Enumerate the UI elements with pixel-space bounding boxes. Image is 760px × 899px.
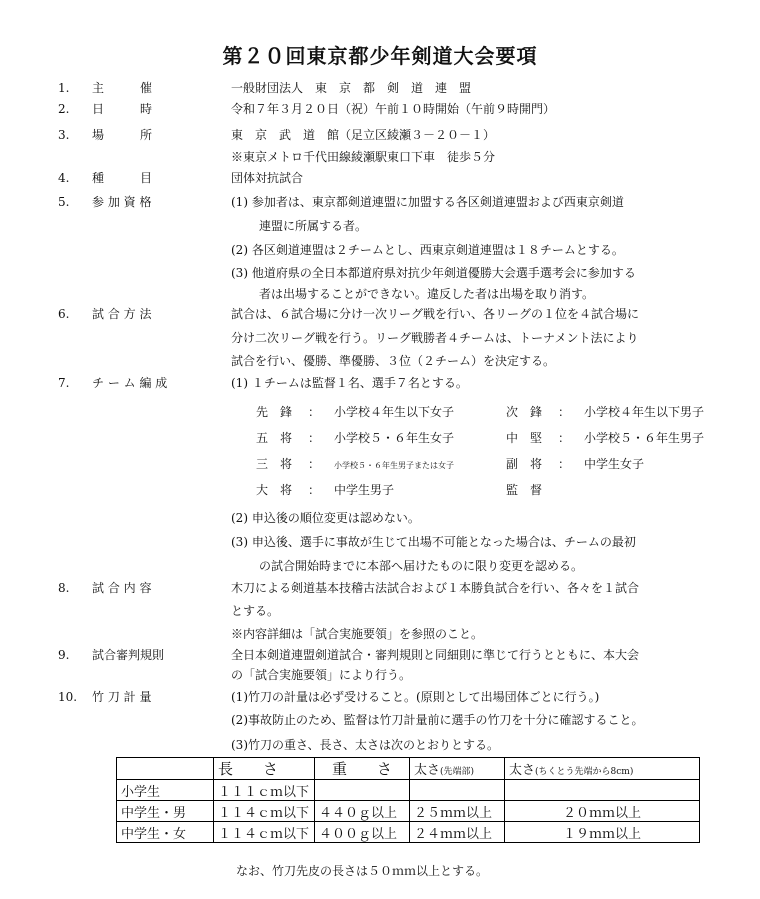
organizer-text: 一般財団法人 東 京 都 剣 道 連 盟	[231, 81, 472, 95]
table-header-cell: 太さ(ちくとう先端から8cm)	[505, 758, 700, 780]
shinai-line: (3)竹刀の重さ、長さ、太さは次のとおりとする。	[231, 738, 500, 752]
table-cell: １１４ｃｍ以下	[214, 822, 315, 843]
section-label-datetime: 2. 日 時	[58, 102, 153, 116]
table-cell: 中学生・女	[117, 822, 214, 843]
table-footnote: なお、竹刀先皮の長さは５０ｍｍ以上とする。	[236, 864, 489, 878]
shinai-spec-table	[116, 757, 700, 843]
eligibility-line: (2) 各区剣道連盟は２チームとし、西東京剣道連盟は１８チームとする。	[231, 243, 624, 257]
shinai-line: (1)竹刀の計量は必ず受けること。(原則として出場団体ごとに行う。)	[231, 690, 600, 704]
venue-text: 東 京 武 道 館（足立区綾瀬３－２０－１）	[231, 128, 496, 142]
table-cell: １９ｍｍ以上	[505, 822, 700, 843]
table-header-cell: 長 さ	[214, 758, 315, 780]
team-position: 監 督	[506, 483, 543, 497]
table-header-cell	[117, 758, 214, 780]
section-label-event: 4. 種 目	[58, 171, 153, 185]
team-note-2: (2) 申込後の順位変更は認めない。	[231, 511, 420, 525]
table-row	[117, 822, 700, 843]
rules-line: の「試合実施要領」により行う。	[231, 668, 412, 682]
method-line: 試合は、６試合場に分け一次リーグ戦を行い、各リーグの１位を４試合場に	[231, 307, 640, 321]
team-position: 中 堅 ： 小学校５・６年生男子	[506, 431, 705, 445]
section-label-method: 6. 試 合 方 法	[58, 307, 152, 321]
content-line: ※内容詳細は「試合実施要領」を参照のこと。	[231, 627, 484, 641]
section-label-venue: 3. 場 所	[58, 128, 153, 142]
team-position: 大 将 ： 中学生男子	[256, 483, 395, 497]
method-line: 試合を行い、優勝、準優勝、３位（２チーム）を決定する。	[231, 354, 556, 368]
team-position: 先 鋒 ： 小学校４年生以下女子	[256, 405, 455, 419]
rules-line: 全日本剣道連盟剣道試合・審判規則と同細則に準じて行うとともに、本大会	[231, 648, 640, 662]
table-cell: １１１ｃｍ以下	[214, 780, 315, 801]
page-title: 第２０回東京都少年剣道大会要項	[222, 44, 538, 68]
table-header-row	[117, 758, 700, 780]
eligibility-line: 連盟に所属する者。	[259, 219, 368, 233]
table-cell: 小学生	[117, 780, 214, 801]
eligibility-line: (1) 参加者は、東京都剣道連盟に加盟する各区剣道連盟および西東京剣道	[231, 195, 624, 209]
table-cell	[505, 780, 700, 801]
team-note-3-cont: の試合開始時までに本部へ届けたものに限り変更を認める。	[259, 559, 584, 573]
table-cell: ２４ｍｍ以上	[410, 822, 505, 843]
content-line: 木刀による剣道基本技稽古法試合および１本勝負試合を行い、各々を１試合	[231, 581, 640, 595]
table-row	[117, 801, 700, 822]
section-label-team: 7. チ ー ム 編 成	[58, 376, 168, 390]
team-position: 次 鋒 ： 小学校４年生以下男子	[506, 405, 705, 419]
table-header-cell: 重 さ	[315, 758, 410, 780]
table-cell: ４００ｇ以上	[315, 822, 410, 843]
table-cell	[315, 780, 410, 801]
table-cell: ２０ｍｍ以上	[505, 801, 700, 822]
section-label-content: 8. 試 合 内 容	[58, 581, 152, 595]
team-note-1: (1) １チームは監督１名、選手７名とする。	[231, 376, 468, 390]
table-row	[117, 780, 700, 801]
section-label-rules: 9. 試合審判規則	[58, 648, 165, 662]
team-position: 副 将 ： 中学生女子	[506, 457, 645, 471]
datetime-text: 令和７年３月２０日（祝）午前１０時開始（午前９時開門）	[231, 102, 556, 116]
method-line: 分け二次リーグ戦を行う。リーグ戦勝者４チームは、トーナメント法により	[231, 331, 639, 345]
content-line: とする。	[231, 604, 280, 618]
section-label-shinai: 10. 竹 刀 計 量	[58, 690, 152, 704]
table-cell	[410, 780, 505, 801]
table-cell: 中学生・男	[117, 801, 214, 822]
venue-access-text: ※東京メトロ千代田線綾瀬駅東口下車 徒歩５分	[231, 150, 496, 164]
section-label-eligibility: 5. 参 加 資 格	[58, 195, 152, 209]
shinai-line: (2)事故防止のため、監督は竹刀計量前に選手の竹刀を十分に確認すること。	[231, 713, 644, 727]
event-text: 団体対抗試合	[231, 171, 304, 185]
section-label-organizer: 1. 主 催	[58, 81, 153, 95]
eligibility-line: (3) 他道府県の全日本都道府県対抗少年剣道優勝大会選手選考会に参加する	[231, 266, 636, 280]
table-cell: １１４ｃｍ以下	[214, 801, 315, 822]
team-note-3: (3) 申込後、選手に事故が生じて出場不可能となった場合は、チームの最初	[231, 535, 636, 549]
team-position: 五 将 ： 小学校５・６年生女子	[256, 431, 455, 445]
eligibility-line: 者は出場することができない。違反した者は出場を取り消す。	[259, 287, 595, 301]
table-cell: ４４０ｇ以上	[315, 801, 410, 822]
table-header-cell: 太さ(先端部)	[410, 758, 505, 780]
table-cell: ２５ｍｍ以上	[410, 801, 505, 822]
team-position: 三 将 ： 小学校５・６年生男子または女子	[256, 457, 455, 471]
